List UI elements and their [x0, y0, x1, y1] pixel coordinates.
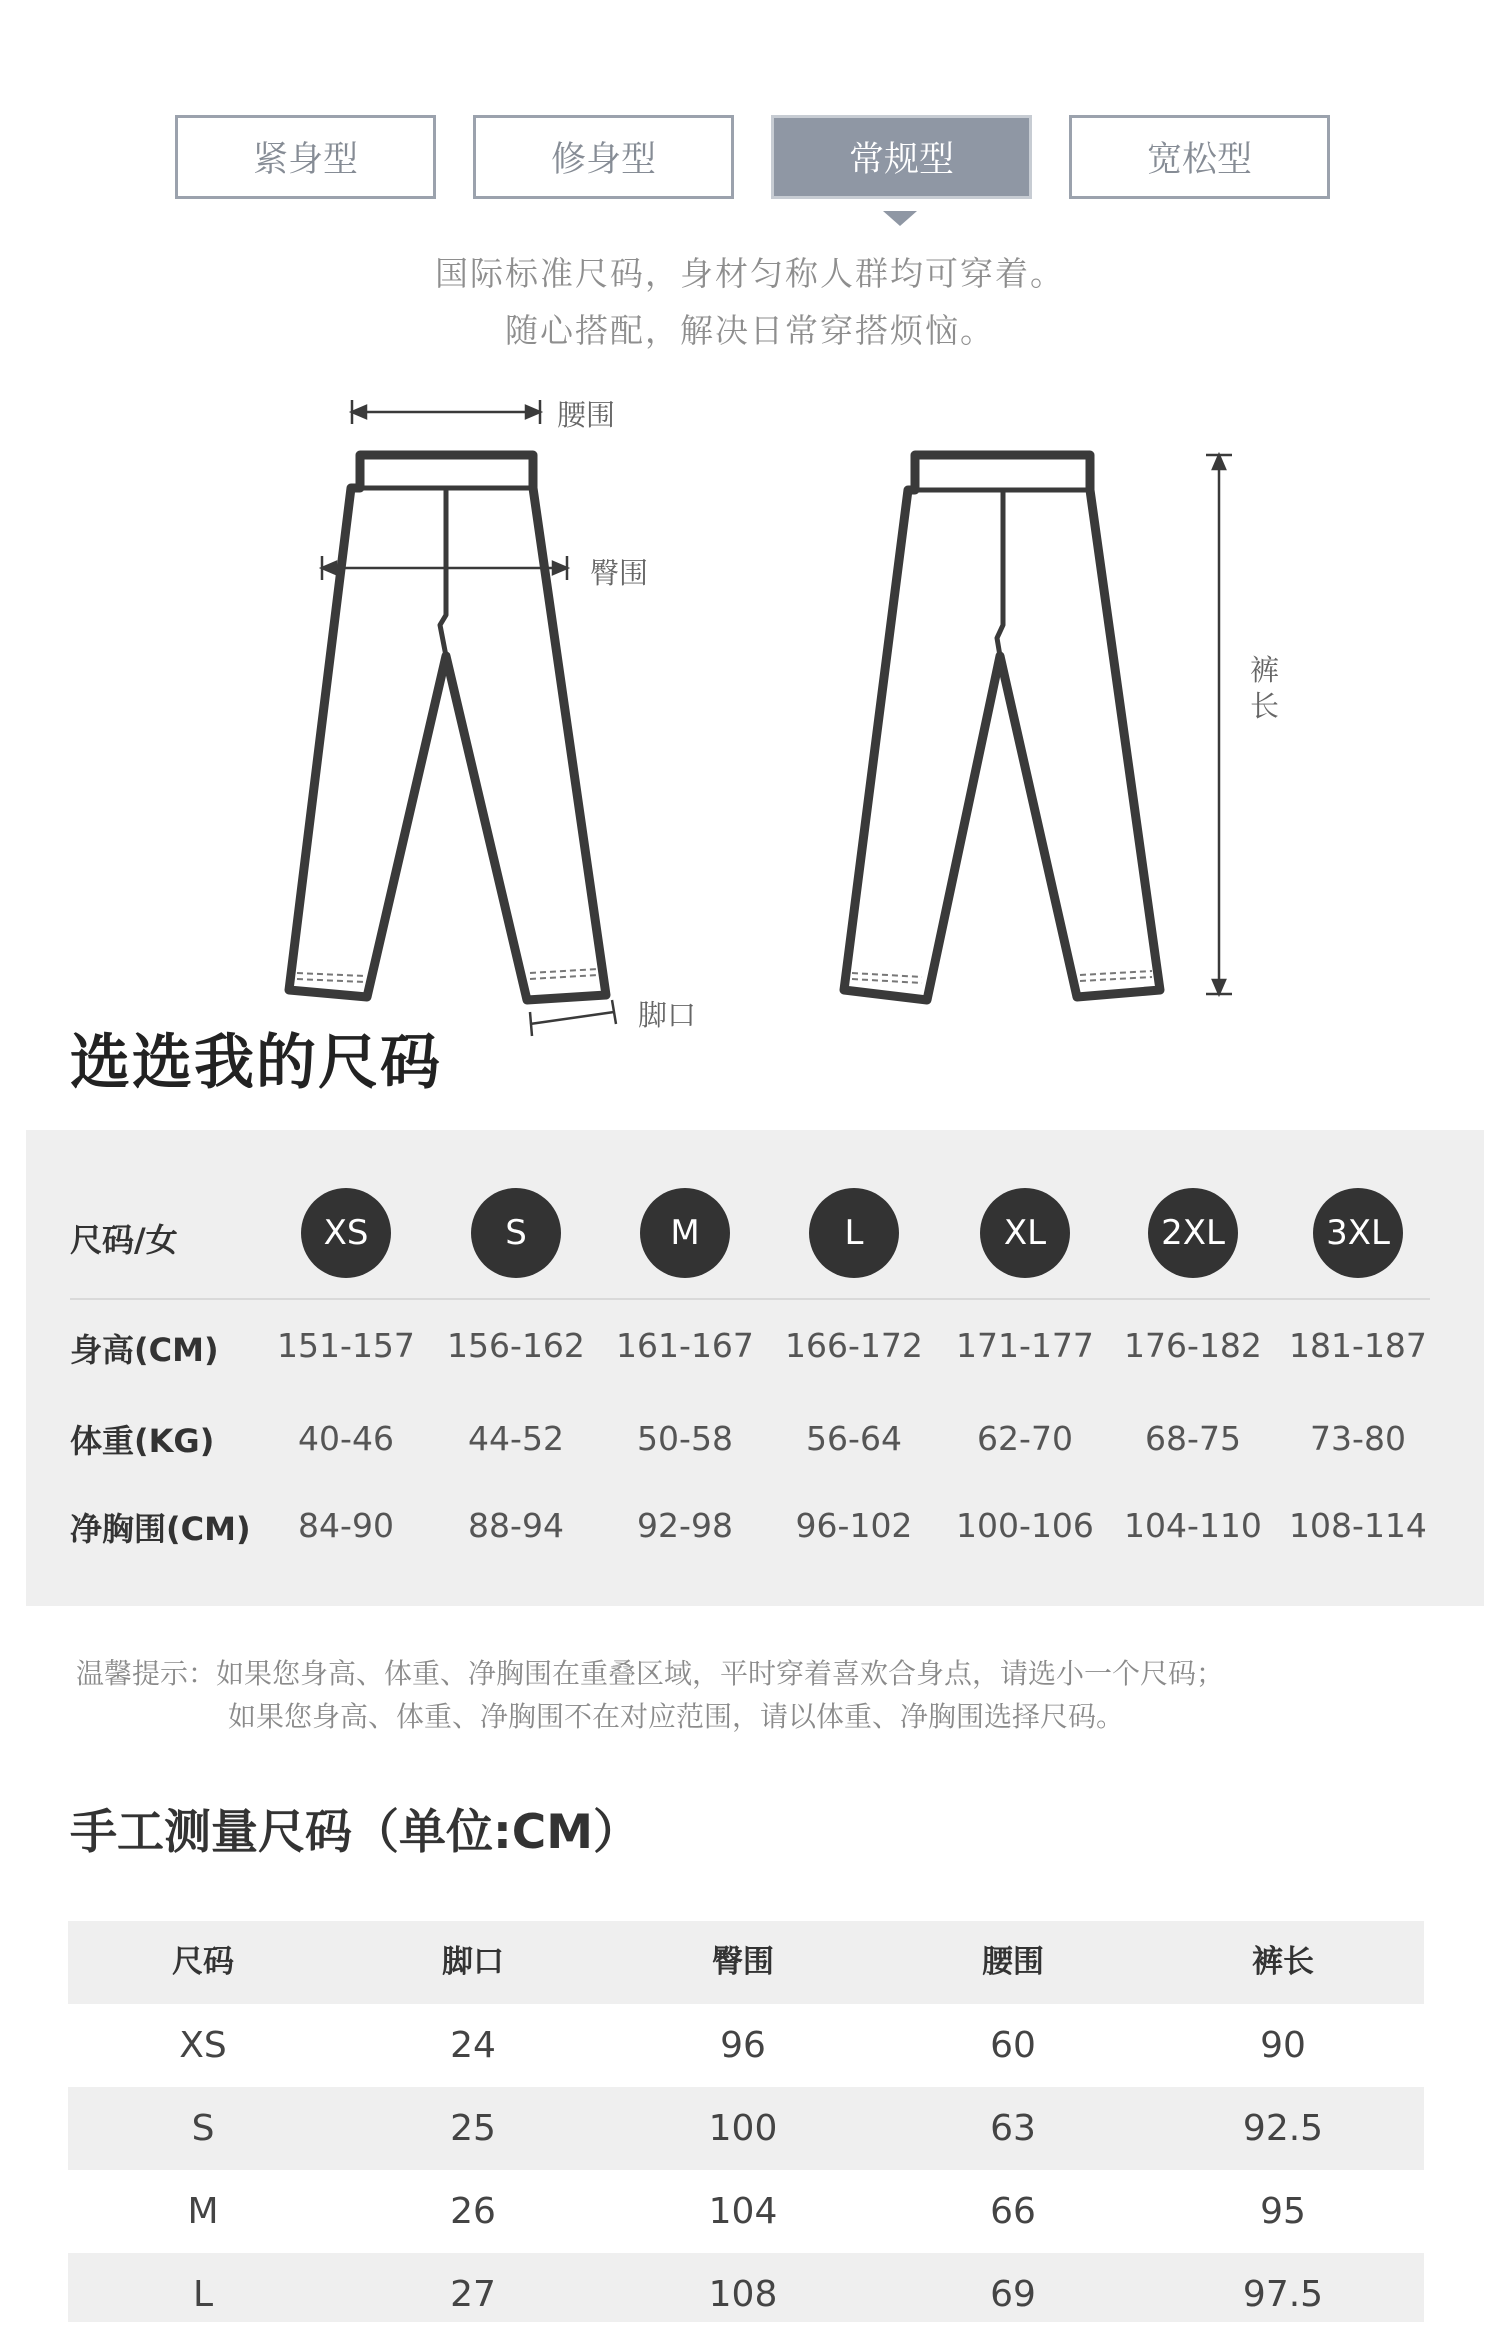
table-cell: 97.5	[1242, 2274, 1324, 2315]
hip-label: 臀围	[590, 556, 649, 590]
chest-cell: 92-98	[637, 1506, 733, 1545]
table-cell: 25	[450, 2108, 496, 2149]
weight-row-label: 体重(KG)	[70, 1422, 215, 1460]
table-cell: 69	[990, 2274, 1036, 2315]
chest-cell: 104-110	[1124, 1506, 1262, 1545]
table-cell: 63	[990, 2108, 1036, 2149]
height-cell: 161-167	[616, 1326, 754, 1365]
table-row	[68, 2004, 1424, 2087]
table-cell: 92.5	[1242, 2108, 1324, 2149]
chest-row-label: 净胸围(CM)	[70, 1510, 251, 1548]
chest-cell: 108-114	[1289, 1506, 1427, 1545]
chest-cell: 88-94	[468, 1506, 564, 1545]
tip-line-2: 如果您身高、体重、净胸围不在对应范围，请以体重、净胸围选择尺码。	[228, 1700, 1125, 1733]
size-badge-xs[interactable]: XS	[301, 1188, 391, 1278]
measure-table-header	[68, 1921, 1424, 2004]
height-cell: 151-157	[277, 1326, 415, 1365]
table-cell: 27	[450, 2274, 496, 2315]
tab-loose-fit[interactable]: 宽松型	[1069, 115, 1330, 199]
height-cell: 181-187	[1289, 1326, 1427, 1365]
measure-table-title: 手工测量尺码（单位:CM）	[70, 1805, 641, 1860]
column-header-hip: 臀围	[712, 1944, 774, 1980]
panel-divider	[70, 1298, 1430, 1300]
table-cell: S	[191, 2108, 215, 2149]
column-header-length: 裤长	[1252, 1944, 1314, 1980]
hem-arrow	[530, 1012, 614, 1024]
tab-tight-fit[interactable]: 紧身型	[175, 115, 436, 199]
table-cell: 108	[708, 2274, 778, 2315]
size-badge-m[interactable]: M	[640, 1188, 730, 1278]
table-cell: 90	[1260, 2025, 1306, 2066]
height-cell: 176-182	[1124, 1326, 1262, 1365]
section-title: 选选我的尺码	[70, 1028, 442, 1098]
table-cell: 100	[708, 2108, 778, 2149]
size-badge-xl[interactable]: XL	[980, 1188, 1070, 1278]
weight-cell: 44-52	[468, 1419, 564, 1458]
weight-cell: 68-75	[1145, 1419, 1241, 1458]
height-cell: 156-162	[447, 1326, 585, 1365]
weight-cell: 62-70	[977, 1419, 1073, 1458]
table-cell: 66	[990, 2191, 1036, 2232]
weight-cell: 40-46	[298, 1419, 394, 1458]
chest-cell: 84-90	[298, 1506, 394, 1545]
weight-cell: 73-80	[1310, 1419, 1406, 1458]
table-cell: 24	[450, 2025, 496, 2066]
tab-regular-fit[interactable]: 常规型	[771, 115, 1032, 199]
table-cell: M	[187, 2191, 219, 2232]
height-cell: 166-172	[785, 1326, 923, 1365]
column-header-hem: 脚口	[442, 1944, 504, 1980]
weight-cell: 56-64	[806, 1419, 902, 1458]
table-row	[68, 2087, 1424, 2170]
tagline-line-2: 随心搭配，解决日常穿搭烦恼。	[505, 311, 995, 350]
table-cell: 60	[990, 2025, 1036, 2066]
table-cell: 104	[708, 2191, 778, 2232]
table-cell: L	[192, 2274, 214, 2315]
height-row-label: 身高(CM)	[70, 1331, 219, 1369]
active-tab-pointer-icon	[883, 211, 917, 226]
tab-slim-fit[interactable]: 修身型	[473, 115, 734, 199]
hem-label: 脚口	[638, 998, 697, 1032]
table-row	[68, 2170, 1424, 2253]
length-label-1: 裤	[1250, 653, 1280, 687]
table-cell: XS	[179, 2025, 227, 2066]
size-badge-l[interactable]: L	[809, 1188, 899, 1278]
weight-cell: 50-58	[637, 1419, 733, 1458]
column-header-waist: 腰围	[982, 1944, 1044, 1980]
tagline-line-1: 国际标准尺码，身材匀称人群均可穿着。	[435, 254, 1065, 293]
table-cell: 95	[1260, 2191, 1306, 2232]
waist-label: 腰围	[557, 398, 616, 432]
chest-cell: 100-106	[956, 1506, 1094, 1545]
table-cell: 96	[720, 2025, 766, 2066]
table-row	[68, 2253, 1424, 2322]
size-badge-2xl[interactable]: 2XL	[1148, 1188, 1238, 1278]
size-header-label: 尺码/女	[70, 1221, 178, 1259]
size-badge-3xl[interactable]: 3XL	[1313, 1188, 1403, 1278]
size-badge-s[interactable]: S	[471, 1188, 561, 1278]
column-header-size: 尺码	[172, 1944, 234, 1980]
height-cell: 171-177	[956, 1326, 1094, 1365]
tip-line-1: 温馨提示：如果您身高、体重、净胸围在重叠区域，平时穿着喜欢合身点，请选小一个尺码；	[76, 1657, 1225, 1690]
length-label-2: 长	[1250, 689, 1280, 723]
chest-cell: 96-102	[795, 1506, 913, 1545]
table-cell: 26	[450, 2191, 496, 2232]
